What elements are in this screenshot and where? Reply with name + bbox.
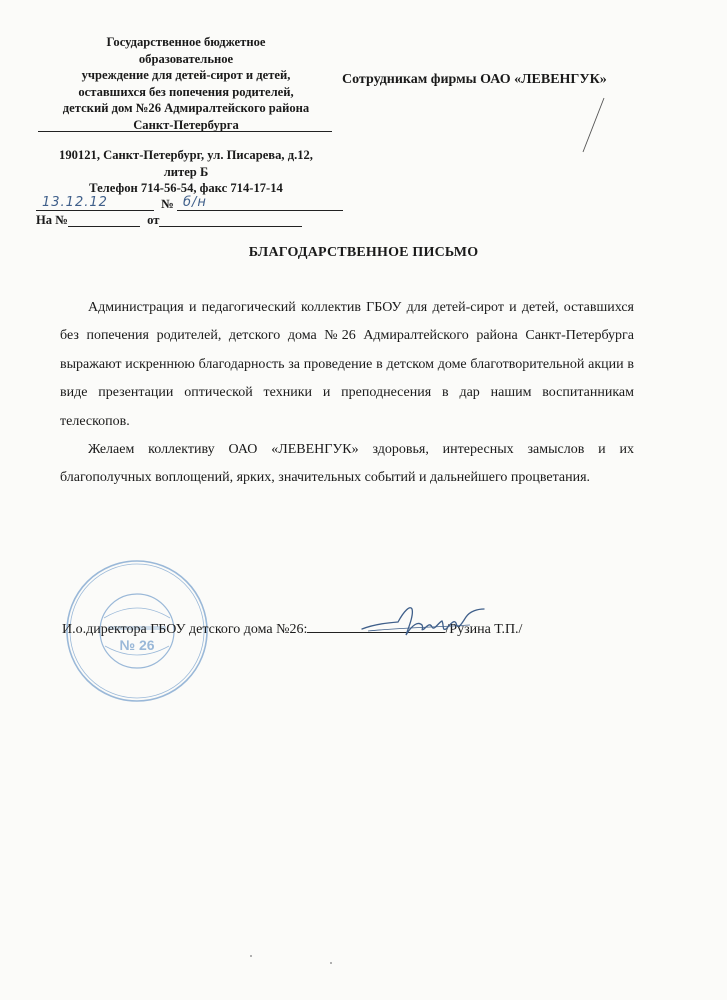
org-line: Государственное бюджетное bbox=[106, 35, 266, 49]
org-line: детский дом №26 Адмиралтейского района bbox=[62, 101, 310, 116]
in-reply-field bbox=[68, 214, 140, 227]
address-line: Телефон 714-56-54, факс 714-17-14 bbox=[89, 181, 283, 196]
address-line: 190121, Санкт-Петербург, ул. Писарева, д.12, bbox=[59, 148, 313, 162]
address-line: литер Б bbox=[163, 164, 209, 179]
number-label: № bbox=[161, 197, 174, 211]
body-paragraph: Администрация и педагогический коллектив ГБОУ для детей-сирот и детей, оставшихся без попечения родителей, детского дома №26 Адмиралтейского района Санкт-Петербурга выражают искреннюю благодарность за проведение в детском доме благотворительной акции в виде презентации оптической техники и преподнесения в дар нашим воспитанникам телескопов. bbox=[60, 300, 634, 429]
handwritten-date: 13.12.12 bbox=[42, 195, 108, 210]
signatory-position: И.о.директора ГБОУ детского дома №26: bbox=[62, 622, 308, 637]
from-label: от bbox=[147, 213, 160, 227]
org-line: образовательное bbox=[138, 51, 234, 66]
body-paragraph: Желаем коллективу ОАО «ЛЕВЕНГУК» здоровья, интересных замыслов и их благополучных воплощений, ярких, значительных событий и дальнейшего процветания. bbox=[60, 442, 634, 486]
handwritten-signature bbox=[358, 601, 488, 641]
organization-address bbox=[36, 147, 336, 197]
outgoing-reference-row bbox=[36, 197, 343, 211]
org-line: Санкт-Петербурга bbox=[133, 117, 239, 132]
org-line: оставшихся без попечения родителей, bbox=[78, 84, 294, 99]
organization-header bbox=[36, 34, 336, 134]
scan-speck bbox=[250, 955, 252, 957]
handwritten-mark bbox=[580, 96, 610, 156]
number-field bbox=[177, 195, 343, 211]
from-field bbox=[159, 214, 302, 227]
incoming-reference-row bbox=[36, 213, 302, 227]
stamp-number: № 26 bbox=[119, 637, 155, 653]
signatory-name: /Рузина Т.П./ bbox=[445, 622, 523, 637]
letter-body bbox=[60, 294, 634, 493]
recipient: Сотрудникам фирмы ОАО «ЛЕВЕНГУК» bbox=[342, 72, 607, 87]
document-title: БЛАГОДАРСТВЕННОЕ ПИСЬМО bbox=[248, 245, 479, 260]
in-reply-label: На № bbox=[36, 213, 68, 227]
handwritten-number: б/н bbox=[182, 195, 207, 210]
scan-speck bbox=[330, 962, 332, 964]
org-line: учреждение для детей-сирот и детей, bbox=[81, 68, 291, 83]
date-field bbox=[36, 195, 154, 211]
header-divider bbox=[38, 131, 332, 132]
